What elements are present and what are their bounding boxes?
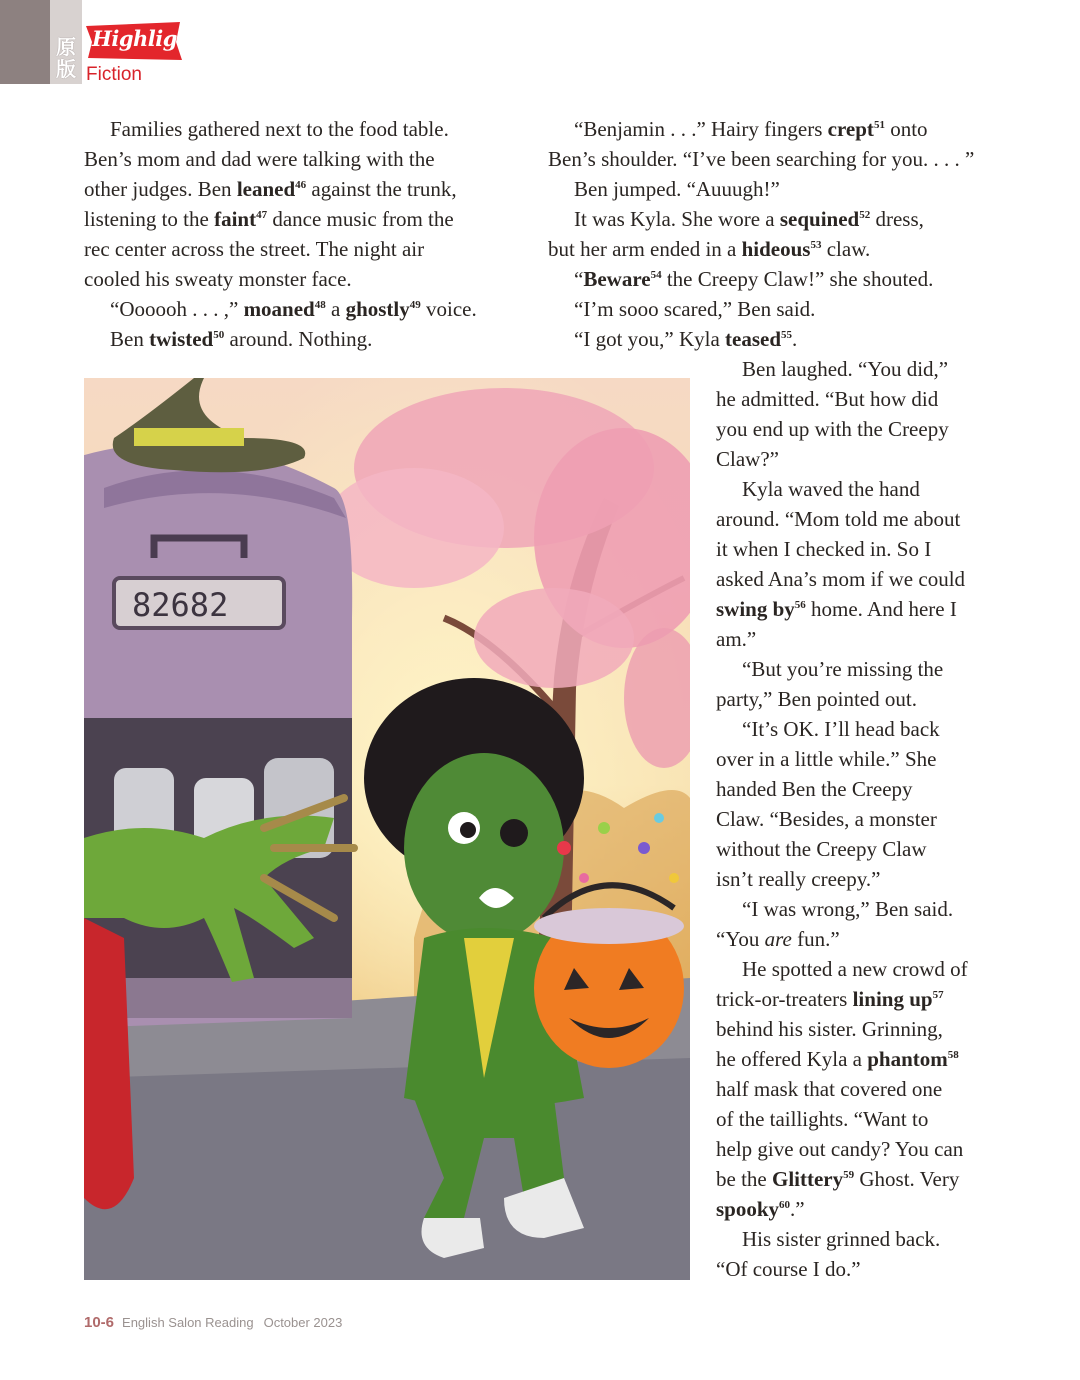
- text-run: cooled his sweaty monster face.: [84, 267, 352, 291]
- text-line: [84, 114, 524, 144]
- text-line: [84, 204, 524, 234]
- story-column-right-top: [548, 114, 1008, 354]
- vocab-word: spooky: [716, 1197, 780, 1221]
- text-line: [84, 264, 524, 294]
- vocab-word: faint: [214, 207, 257, 231]
- text-run: Ben’s shoulder. “I’ve been searching for you. . . . ”: [548, 147, 975, 171]
- text-run: half mask that covered one: [716, 1077, 943, 1101]
- text-run: be the: [716, 1167, 772, 1191]
- text-line: [716, 564, 1016, 594]
- text-run: “Oooooh . . . ,”: [110, 297, 244, 321]
- text-line: [716, 864, 1016, 894]
- text-run: “But you’re missing the: [742, 657, 944, 681]
- vocab-number: 52: [859, 209, 871, 221]
- vocab-number: 60: [779, 1199, 791, 1211]
- vocab-number: 58: [947, 1049, 959, 1061]
- vocab-word: crept: [827, 117, 874, 141]
- text-line: [716, 1014, 1016, 1044]
- text-run: around. “Mom told me about: [716, 507, 961, 531]
- text-run: dance music from the: [267, 207, 454, 231]
- text-line: [716, 354, 1016, 384]
- text-line: [716, 444, 1016, 474]
- text-line: [548, 204, 1008, 234]
- text-run: trick-or-treaters: [716, 987, 853, 1011]
- text-run: fun.”: [791, 927, 840, 951]
- text-line: [716, 1194, 1016, 1224]
- text-run: Ben laughed. “You did,”: [742, 357, 949, 381]
- text-line: [84, 294, 524, 324]
- vocab-number: 49: [409, 299, 421, 311]
- text-run: onto: [884, 117, 928, 141]
- text-run: dress,: [870, 207, 924, 231]
- text-run: a: [325, 297, 346, 321]
- text-run: Claw?”: [716, 447, 779, 471]
- vocab-word: moaned: [243, 297, 315, 321]
- text-run: it when I checked in. So I: [716, 537, 932, 561]
- text-line: [716, 534, 1016, 564]
- text-line: [716, 1224, 1016, 1254]
- text-line: [548, 114, 1008, 144]
- text-run: claw.: [821, 237, 871, 261]
- text-line: [716, 1074, 1016, 1104]
- text-line: [716, 744, 1016, 774]
- vocab-word: ghostly: [345, 297, 410, 321]
- text-line: [716, 834, 1016, 864]
- text-line: [548, 324, 1008, 354]
- text-run: “I was wrong,” Ben said.: [742, 897, 954, 921]
- text-line: [548, 264, 1008, 294]
- vocab-number: 55: [781, 329, 793, 341]
- text-line: [716, 624, 1016, 654]
- text-line: [84, 144, 524, 174]
- text-run: “Benjamin . . .” Hairy fingers: [574, 117, 828, 141]
- text-line: [548, 234, 1008, 264]
- text-run: behind his sister. Grinning,: [716, 1017, 943, 1041]
- story-column-left: [84, 114, 524, 354]
- text-run: he admitted. “But how did: [716, 387, 939, 411]
- text-line: [716, 384, 1016, 414]
- vocab-word: swing by: [716, 597, 795, 621]
- story-illustration: [84, 378, 690, 1280]
- text-run: rec center across the street. The night air: [84, 237, 425, 261]
- story-column-right-narrow: [716, 354, 1016, 1284]
- text-run: listening to the: [84, 207, 215, 231]
- vocab-word: hideous: [741, 237, 811, 261]
- text-line: [716, 474, 1016, 504]
- text-run: home. And here I: [805, 597, 957, 621]
- vocab-word: Beware: [583, 267, 651, 291]
- italic-word: are: [764, 927, 792, 951]
- text-run: “You: [716, 927, 765, 951]
- text-line: [84, 174, 524, 204]
- section-label: Fiction: [86, 64, 142, 85]
- text-line: [716, 654, 1016, 684]
- text-run: “Of course I do.”: [716, 1257, 861, 1281]
- text-line: [716, 804, 1016, 834]
- text-line: [716, 1254, 1016, 1284]
- vocab-number: 56: [794, 599, 806, 611]
- text-run: around. Nothing.: [224, 327, 373, 351]
- text-run: party,” Ben pointed out.: [716, 687, 918, 711]
- text-line: [716, 594, 1016, 624]
- cn-char-1: 原: [56, 35, 76, 59]
- vocab-word: Glittery: [771, 1167, 844, 1191]
- text-line: [716, 684, 1016, 714]
- text-run: but her arm ended in a: [548, 237, 742, 261]
- text-run: of the taillights. “Want to: [716, 1107, 929, 1131]
- header-tab-cn: [50, 0, 82, 84]
- text-run: He spotted a new crowd of: [742, 957, 968, 981]
- text-run: handed Ben the Creepy: [716, 777, 913, 801]
- text-run: help give out candy? You can: [716, 1137, 964, 1161]
- text-line: [84, 324, 524, 354]
- text-run: asked Ana’s mom if we could: [716, 567, 966, 591]
- text-run: “It’s OK. I’ll head back: [742, 717, 940, 741]
- text-run: Families gathered next to the food table.: [110, 117, 449, 141]
- page-footer: [84, 1314, 342, 1331]
- text-line: [716, 1104, 1016, 1134]
- text-run: Kyla waved the hand: [742, 477, 920, 501]
- vocab-number: 46: [295, 179, 307, 191]
- text-line: [548, 174, 1008, 204]
- text-line: [716, 924, 1016, 954]
- text-line: [548, 144, 1008, 174]
- text-run: .: [792, 327, 798, 351]
- text-line: [716, 504, 1016, 534]
- text-run: against the trunk,: [306, 177, 457, 201]
- text-line: [84, 234, 524, 264]
- text-run: It was Kyla. She wore a: [574, 207, 780, 231]
- text-line: [548, 294, 1008, 324]
- text-run: the Creepy Claw!” she shouted.: [661, 267, 934, 291]
- text-line: [716, 414, 1016, 444]
- text-line: [716, 774, 1016, 804]
- text-run: you end up with the Creepy: [716, 417, 949, 441]
- vocab-word: lining up: [852, 987, 933, 1011]
- vocab-number: 53: [810, 239, 822, 251]
- vocab-number: 57: [932, 989, 944, 1001]
- text-line: [716, 894, 1016, 924]
- vocab-number: 50: [213, 329, 225, 341]
- text-run: am.”: [716, 627, 757, 651]
- text-line: [716, 984, 1016, 1014]
- vocab-number: 51: [873, 119, 885, 131]
- text-run: voice.: [420, 297, 477, 321]
- vocab-word: sequined: [779, 207, 860, 231]
- vocab-word: teased: [725, 327, 782, 351]
- text-run: Claw. “Besides, a monster: [716, 807, 937, 831]
- header-tab-dark: [0, 0, 50, 84]
- vocab-number: 59: [843, 1169, 855, 1181]
- text-run: “: [574, 267, 584, 291]
- text-run: isn’t really creepy.”: [716, 867, 881, 891]
- text-line: [716, 1164, 1016, 1194]
- text-line: [716, 1134, 1016, 1164]
- vocab-word: phantom: [867, 1047, 948, 1071]
- text-run: “I’m sooo scared,” Ben said.: [574, 297, 816, 321]
- text-run: without the Creepy Claw: [716, 837, 927, 861]
- text-run: he offered Kyla a: [716, 1047, 868, 1071]
- cn-char-2: 版: [56, 57, 76, 81]
- text-run: His sister grinned back.: [742, 1227, 941, 1251]
- text-run: other judges. Ben: [84, 177, 237, 201]
- text-line: [716, 714, 1016, 744]
- vocab-word: twisted: [149, 327, 214, 351]
- text-run: .”: [790, 1197, 805, 1221]
- text-run: Ghost. Very: [854, 1167, 960, 1191]
- text-run: Ben’s mom and dad were talking with the: [84, 147, 435, 171]
- vocab-number: 48: [314, 299, 326, 311]
- issue-date: October 2023: [263, 1315, 343, 1330]
- page-number: 10-6: [84, 1314, 115, 1331]
- text-line: [716, 1044, 1016, 1074]
- text-run: Ben jumped. “Auuugh!”: [574, 177, 780, 201]
- vocab-number: 47: [256, 209, 268, 221]
- brand-logo: Highlights: [92, 26, 213, 51]
- text-run: “I got you,” Kyla: [574, 327, 726, 351]
- license-plate: 82682: [132, 586, 229, 624]
- vocab-word: leaned: [236, 177, 296, 201]
- vocab-number: 54: [650, 269, 662, 281]
- magazine-name: English Salon Reading: [122, 1315, 254, 1330]
- text-line: [716, 954, 1016, 984]
- text-run: over in a little while.” She: [716, 747, 937, 771]
- text-run: Ben: [110, 327, 150, 351]
